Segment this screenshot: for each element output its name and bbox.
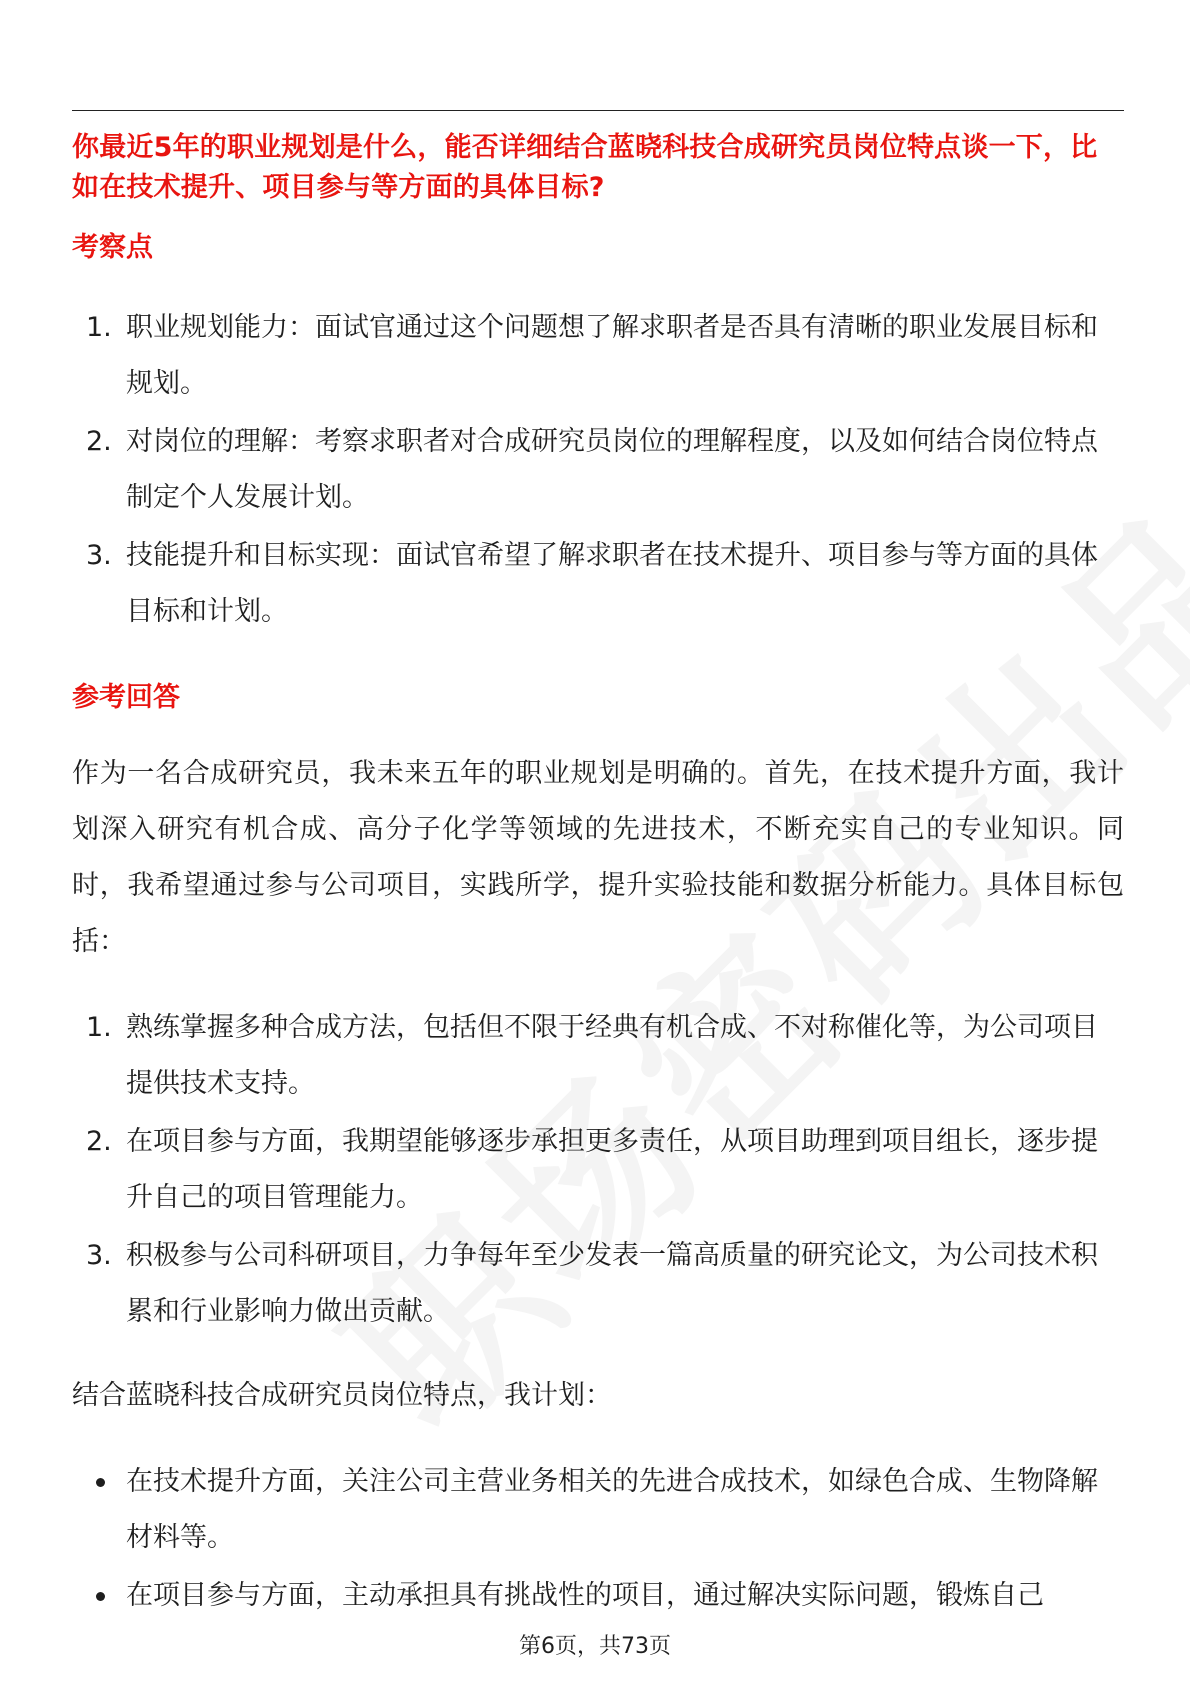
- list-item: [72, 300, 1124, 412]
- list-number: 2.: [86, 426, 112, 457]
- list-item-text: 积极参与公司科研项目，力争每年至少发表一篇高质量的研究论文，为公司技术积累和行业影响力做出贡献。: [126, 1240, 1098, 1327]
- list-item-text: 对岗位的理解：考察求职者对合成研究员岗位的理解程度，以及如何结合岗位特点制定个人发展计划。: [126, 426, 1098, 513]
- examination-heading: 考察点: [72, 232, 153, 263]
- list-item: [72, 1114, 1124, 1226]
- examination-list: [72, 300, 1124, 640]
- list-number: 3.: [86, 540, 112, 571]
- bullet-item-text: 在技术提升方面，关注公司主营业务相关的先进合成技术，如绿色合成、生物降解材料等。: [126, 1466, 1098, 1553]
- list-number: 3.: [86, 1240, 112, 1271]
- bullet-item: [72, 1454, 1124, 1566]
- list-item: [72, 528, 1124, 640]
- list-number: 1.: [86, 1012, 112, 1043]
- list-item-text: 熟练掌握多种合成方法，包括但不限于经典有机合成、不对称催化等，为公司项目提供技术支持。: [126, 1012, 1098, 1099]
- answer-intro: 作为一名合成研究员，我未来五年的职业规划是明确的。首先，在技术提升方面，我计划深入研究有机合成、高分子化学等领域的先进技术，不断充实自己的专业知识。同时，我希望通过参与公司项目，实践所学，提升实验技能和数据分析能力。具体目标包括：: [72, 758, 1124, 957]
- list-item: [72, 1000, 1124, 1112]
- top-divider: [72, 110, 1124, 111]
- list-item-text: 在项目参与方面，我期望能够逐步承担更多责任，从项目助理到项目组长，逐步提升自己的项目管理能力。: [126, 1126, 1098, 1213]
- list-item-text: 技能提升和目标实现：面试官希望了解求职者在技术提升、项目参与等方面的具体目标和计划。: [126, 540, 1098, 627]
- question-title: 你最近5年的职业规划是什么，能否详细结合蓝晓科技合成研究员岗位特点谈一下，比如在技术提升、项目参与等方面的具体目标?: [72, 132, 1098, 203]
- answer-list: [72, 1000, 1124, 1340]
- answer-heading: 参考回答: [72, 682, 180, 713]
- list-number: 2.: [86, 1126, 112, 1157]
- list-item: [72, 414, 1124, 526]
- page-footer: 第6页，共73页: [519, 1634, 671, 1659]
- plan-bullet-list: [72, 1454, 1124, 1624]
- list-item: [72, 1228, 1124, 1340]
- content-area: [72, 128, 1124, 1626]
- bullet-item-text: 在项目参与方面，主动承担具有挑战性的项目，通过解决实际问题，锻炼自己: [126, 1580, 1044, 1611]
- answer-intro-2: 结合蓝晓科技合成研究员岗位特点，我计划：: [72, 1380, 612, 1411]
- list-item-text: 职业规划能力：面试官通过这个问题想了解求职者是否具有清晰的职业发展目标和规划。: [126, 312, 1098, 399]
- list-number: 1.: [86, 312, 112, 343]
- bullet-item: [72, 1568, 1124, 1624]
- bullet-dot-icon: [96, 1592, 105, 1601]
- bullet-dot-icon: [96, 1478, 105, 1487]
